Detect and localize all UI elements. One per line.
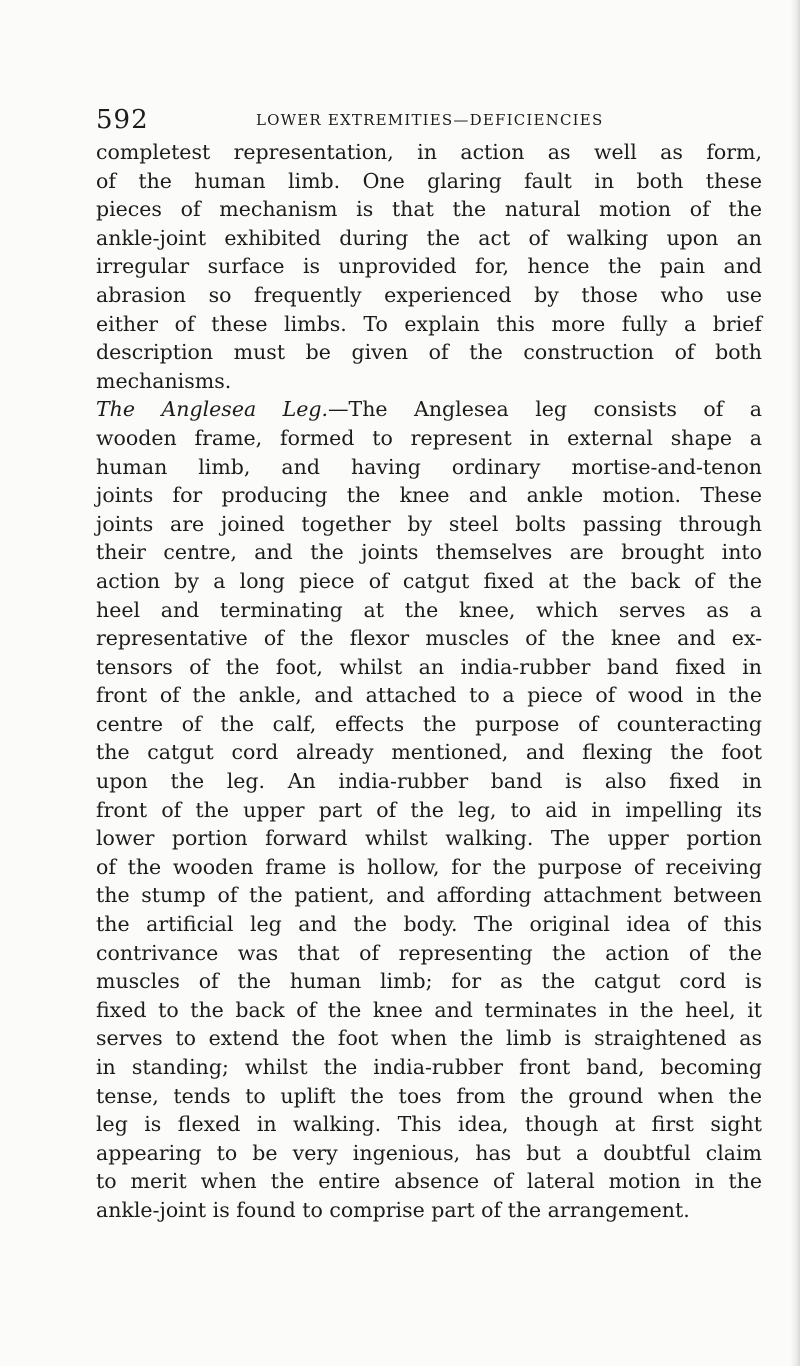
- section-first-line: [96, 395, 762, 424]
- text-line: irregular surface is unprovided for, hence the pain and: [96, 254, 762, 279]
- text-line: either of these limbs. To explain this more fully a brief: [96, 311, 762, 336]
- text-line: muscles of the human limb; for as the catgut cord is: [96, 969, 762, 994]
- text-line: contrivance was that of representing the action of the: [96, 940, 762, 965]
- page-header: [96, 102, 756, 138]
- body-text: [96, 138, 762, 1225]
- text-line: of the human limb. One glaring fault in both these: [96, 168, 762, 193]
- text-line: representative of the flexor muscles of the knee and ex-: [96, 626, 762, 651]
- text-line: abrasion so frequently experienced by those who use: [96, 282, 762, 307]
- text-line: centre of the calf, effects the purpose of counteracting: [96, 711, 762, 736]
- text-line: the catgut cord already mentioned, and flexing the foot: [96, 740, 762, 765]
- section-heading: The Anglesea Leg.: [96, 397, 329, 422]
- page-edge-shadow: [790, 0, 800, 1366]
- text-line: heel and terminating at the knee, which serves as a: [96, 597, 762, 622]
- text-line: joints for producing the knee and ankle motion. These: [96, 483, 762, 508]
- text-line: wooden frame, formed to represent in external shape a: [96, 425, 762, 450]
- text-line: their centre, and the joints themselves are brought into: [96, 540, 762, 565]
- text-line: tense, tends to uplift the toes from the ground when the: [96, 1083, 762, 1108]
- text-line: pieces of mechanism is that the natural motion of the: [96, 197, 762, 222]
- text-line: front of the upper part of the leg, to aid in impelling its: [96, 797, 762, 822]
- text-line: fixed to the back of the knee and terminates in the heel, it: [96, 997, 762, 1022]
- text-line: completest representation, in action as well as form,: [96, 140, 762, 164]
- text-line: mechanisms.: [96, 368, 232, 393]
- text-line: in standing; whilst the india-rubber front band, becoming: [96, 1055, 762, 1079]
- text-line: upon the leg. An india-rubber band is also fixed in: [96, 769, 762, 794]
- page-number: 592: [96, 105, 149, 135]
- text-line: leg is flexed in walking. This idea, though at first sight: [96, 1112, 762, 1137]
- text-line: lower portion forward whilst walking. The upper portion: [96, 826, 762, 851]
- text-line: the stump of the patient, and affording attachment between: [96, 883, 762, 908]
- text-line: description must be given of the construction of both: [96, 340, 762, 365]
- section-first-line-rest: —The Anglesea leg consists of a: [328, 397, 762, 422]
- text-line: human limb, and having ordinary mortise-and-tenon: [96, 454, 762, 479]
- text-line: serves to extend the foot when the limb is straightened as: [96, 1026, 762, 1051]
- text-line: the artificial leg and the body. The original idea of this: [96, 912, 762, 937]
- text-line: tensors of the foot, whilst an india-rubber band fixed in: [96, 654, 762, 679]
- text-line: to merit when the entire absence of lateral motion in the: [96, 1169, 762, 1194]
- text-line: joints are joined together by steel bolts passing through: [96, 511, 762, 536]
- text-line: action by a long piece of catgut fixed at the back of the: [96, 568, 762, 593]
- text-line: ankle-joint is found to comprise part of the arrangement.: [96, 1197, 690, 1222]
- running-head: LOWER EXTREMITIES—DEFICIENCIES: [256, 111, 604, 129]
- text-line: appearing to be very ingenious, has but a doubtful claim: [96, 1140, 762, 1165]
- text-line: ankle-joint exhibited during the act of walking upon an: [96, 225, 762, 250]
- text-line: of the wooden frame is hollow, for the purpose of receiving: [96, 854, 762, 879]
- text-line: front of the ankle, and attached to a piece of wood in the: [96, 683, 762, 708]
